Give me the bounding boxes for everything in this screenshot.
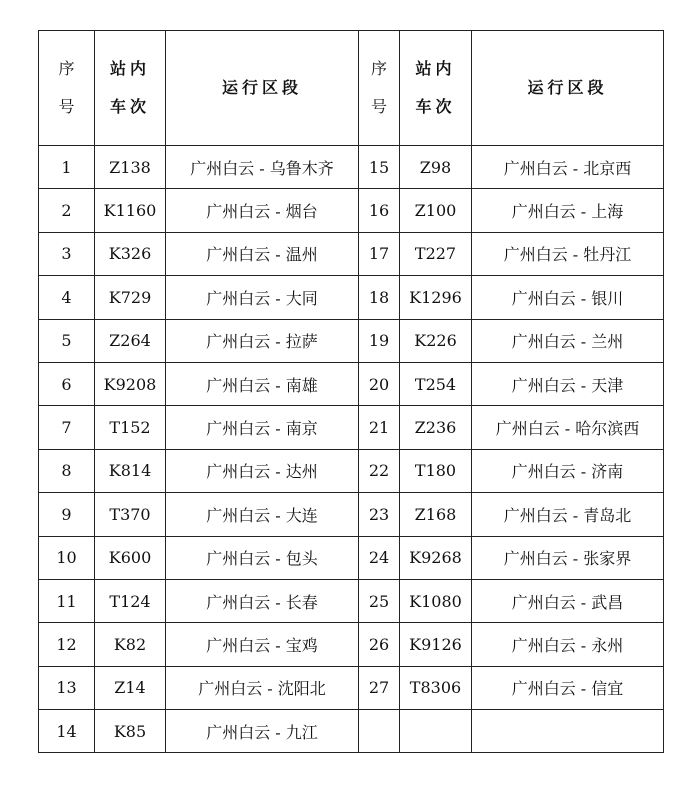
table-row [39,276,664,319]
route-cell: 广州白云 - 银川 [472,276,664,319]
seq-cell: 17 [359,232,400,275]
train-cell: K82 [95,623,166,666]
seq-cell: 3 [39,232,95,275]
train-cell: K9208 [95,362,166,405]
seq-cell: 5 [39,319,95,362]
seq-cell: 24 [359,536,400,579]
train-cell: K85 [95,710,166,753]
seq-cell: 23 [359,493,400,536]
table-row [39,406,664,449]
table-row [39,493,664,536]
seq-cell: 13 [39,666,95,709]
table-row [39,710,664,753]
train-cell: K9126 [400,623,472,666]
seq-cell: 18 [359,276,400,319]
header-route: 运行区段 [166,31,359,146]
seq-cell: 7 [39,406,95,449]
header-row [39,31,664,146]
route-cell: 广州白云 - 包头 [166,536,359,579]
train-cell: K9268 [400,536,472,579]
seq-cell: 10 [39,536,95,579]
seq-cell [359,710,400,753]
route-cell: 广州白云 - 信宜 [472,666,664,709]
train-cell: T8306 [400,666,472,709]
train-cell: K814 [95,449,166,492]
table-row [39,623,664,666]
table-row [39,146,664,189]
route-cell: 广州白云 - 济南 [472,449,664,492]
header-route: 运行区段 [472,31,664,146]
route-cell: 广州白云 - 牡丹江 [472,232,664,275]
route-cell: 广州白云 - 温州 [166,232,359,275]
seq-cell: 14 [39,710,95,753]
route-cell: 广州白云 - 宝鸡 [166,623,359,666]
route-cell: 广州白云 - 拉萨 [166,319,359,362]
route-cell: 广州白云 - 九江 [166,710,359,753]
seq-cell: 2 [39,189,95,232]
seq-cell: 15 [359,146,400,189]
train-cell: T254 [400,362,472,405]
seq-cell: 22 [359,449,400,492]
seq-cell: 12 [39,623,95,666]
route-cell: 广州白云 - 烟台 [166,189,359,232]
route-cell: 广州白云 - 大连 [166,493,359,536]
seq-cell: 21 [359,406,400,449]
train-cell: Z168 [400,493,472,536]
route-cell: 广州白云 - 永州 [472,623,664,666]
seq-cell: 11 [39,579,95,622]
seq-cell: 25 [359,579,400,622]
route-cell: 广州白云 - 青岛北 [472,493,664,536]
train-cell: K1080 [400,579,472,622]
route-cell: 广州白云 - 张家界 [472,536,664,579]
table-row [39,579,664,622]
train-cell: K600 [95,536,166,579]
table-row [39,666,664,709]
train-schedule-table [38,30,664,753]
train-cell: K1160 [95,189,166,232]
train-cell: T124 [95,579,166,622]
train-cell: Z100 [400,189,472,232]
seq-cell: 6 [39,362,95,405]
train-cell: T152 [95,406,166,449]
table-row [39,536,664,579]
route-cell: 广州白云 - 南京 [166,406,359,449]
route-cell: 广州白云 - 武昌 [472,579,664,622]
route-cell: 广州白云 - 天津 [472,362,664,405]
train-cell: K326 [95,232,166,275]
train-cell: Z264 [95,319,166,362]
seq-cell: 26 [359,623,400,666]
seq-cell: 16 [359,189,400,232]
train-cell: K226 [400,319,472,362]
train-cell: T227 [400,232,472,275]
train-cell: Z236 [400,406,472,449]
seq-cell: 20 [359,362,400,405]
route-cell: 广州白云 - 上海 [472,189,664,232]
seq-cell: 27 [359,666,400,709]
route-cell: 广州白云 - 达州 [166,449,359,492]
seq-cell: 4 [39,276,95,319]
seq-cell: 8 [39,449,95,492]
route-cell: 广州白云 - 哈尔滨西 [472,406,664,449]
route-cell: 广州白云 - 乌鲁木齐 [166,146,359,189]
header-seq: 序 号 [359,31,400,146]
route-cell [472,710,664,753]
route-cell: 广州白云 - 沈阳北 [166,666,359,709]
seq-cell: 1 [39,146,95,189]
train-cell: Z98 [400,146,472,189]
table-row [39,449,664,492]
route-cell: 广州白云 - 南雄 [166,362,359,405]
seq-cell: 9 [39,493,95,536]
route-cell: 广州白云 - 长春 [166,579,359,622]
table-row [39,232,664,275]
header-train: 站内 车次 [95,31,166,146]
route-cell: 广州白云 - 兰州 [472,319,664,362]
train-cell [400,710,472,753]
header-seq: 序 号 [39,31,95,146]
train-cell: K729 [95,276,166,319]
table-row [39,362,664,405]
train-cell: Z14 [95,666,166,709]
seq-cell: 19 [359,319,400,362]
route-cell: 广州白云 - 大同 [166,276,359,319]
table-row [39,319,664,362]
header-train: 站内 车次 [400,31,472,146]
train-cell: T180 [400,449,472,492]
table-row [39,189,664,232]
route-cell: 广州白云 - 北京西 [472,146,664,189]
train-cell: T370 [95,493,166,536]
train-cell: Z138 [95,146,166,189]
train-cell: K1296 [400,276,472,319]
